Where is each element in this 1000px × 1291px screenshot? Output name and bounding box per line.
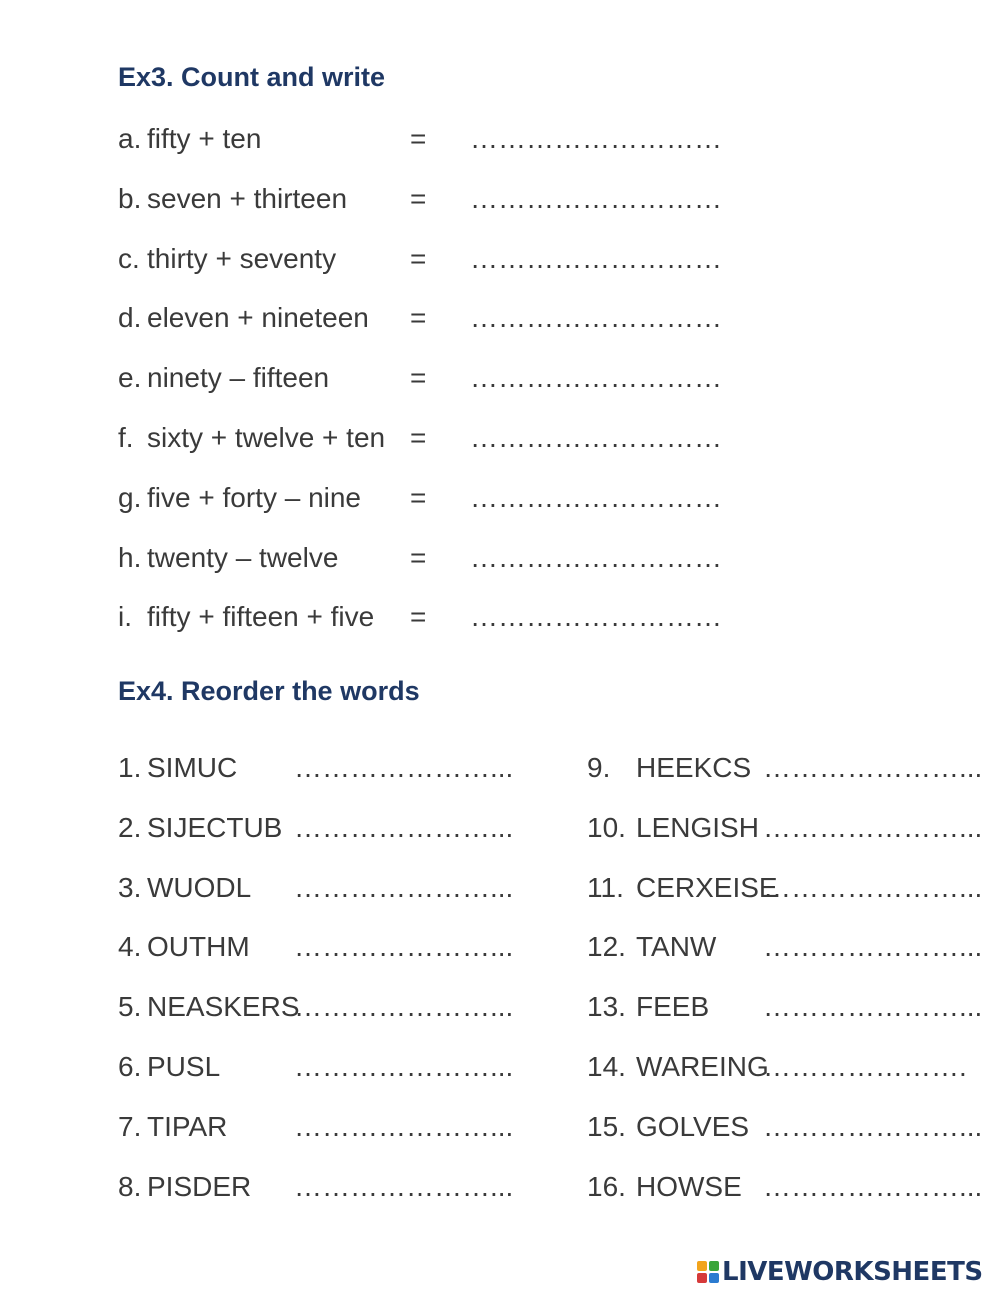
ex4-item-number: 9. [587, 752, 611, 783]
equals-sign: = [410, 123, 427, 154]
scrambled-word: FEEB [636, 991, 710, 1022]
ex4-row [587, 1169, 987, 1205]
answer-blank[interactable]: ……………………… [470, 183, 722, 214]
answer-blank[interactable]: ……………………… [470, 302, 722, 333]
ex4-item-number: 1. [118, 752, 142, 783]
ex4-row [587, 750, 987, 786]
ex3-item-letter: d. [118, 302, 142, 333]
ex3-row [0, 599, 1000, 635]
ex4-item-number: 14. [587, 1051, 626, 1082]
ex4-item-number: 3. [118, 872, 142, 903]
ex4-row [118, 989, 514, 1025]
logo-square-1 [697, 1261, 707, 1271]
scrambled-word: HEEKCS [636, 752, 752, 783]
equals-sign: = [410, 542, 427, 573]
ex3-expression: twenty – twelve [147, 542, 339, 573]
ex3-expression: fifty + ten [147, 123, 262, 154]
liveworksheets-logo-icon [697, 1261, 719, 1283]
ex4-row [118, 1169, 514, 1205]
ex3-row [0, 181, 1000, 217]
ex3-row [0, 241, 1000, 277]
ex3-item-letter: h. [118, 542, 142, 573]
liveworksheets-logo [697, 1255, 983, 1289]
ex3-expression: ninety – fifteen [147, 362, 330, 393]
scrambled-word: HOWSE [636, 1171, 742, 1202]
scrambled-word: OUTHM [147, 931, 250, 962]
ex3-item-letter: i. [118, 601, 132, 632]
answer-blank[interactable]: …………………... [294, 931, 514, 962]
scrambled-word: TIPAR [147, 1111, 228, 1142]
answer-blank[interactable]: …………………... [763, 752, 983, 783]
scrambled-word: SIJECTUB [147, 812, 283, 843]
ex3-expression: sixty + twelve + ten [147, 422, 386, 453]
ex3-row [0, 121, 1000, 157]
logo-square-2 [709, 1261, 719, 1271]
logo-square-4 [709, 1273, 719, 1283]
equals-sign: = [410, 482, 427, 513]
ex3-expression: fifty + fifteen + five [147, 601, 375, 632]
ex4-item-number: 8. [118, 1171, 142, 1202]
logo-square-3 [697, 1273, 707, 1283]
ex4-item-number: 4. [118, 931, 142, 962]
ex3-title: Ex3. Count and write [118, 62, 386, 92]
answer-blank[interactable]: …………………... [294, 1051, 514, 1082]
answer-blank[interactable]: …………………... [763, 872, 983, 903]
scrambled-word: SIMUC [147, 752, 238, 783]
answer-blank[interactable]: ……………………… [470, 601, 722, 632]
equals-sign: = [410, 362, 427, 393]
answer-blank[interactable]: …………………... [294, 1171, 514, 1202]
ex4-row [118, 750, 514, 786]
ex4-item-number: 7. [118, 1111, 142, 1142]
ex3-row [0, 420, 1000, 456]
scrambled-word: WUODL [147, 872, 252, 903]
scrambled-word: PISDER [147, 1171, 252, 1202]
ex4-row [118, 1049, 514, 1085]
ex4-row [587, 989, 987, 1025]
ex4-title: Ex4. Reorder the words [118, 676, 420, 706]
answer-blank[interactable]: …………………... [294, 1111, 514, 1142]
ex4-item-number: 12. [587, 931, 626, 962]
scrambled-word: WAREING [636, 1051, 769, 1082]
ex4-item-number: 10. [587, 812, 626, 843]
ex4-row [587, 929, 987, 965]
ex3-row [0, 540, 1000, 576]
ex3-item-letter: a. [118, 123, 142, 154]
ex4-row [587, 1049, 987, 1085]
ex3-item-letter: e. [118, 362, 142, 393]
ex3-expression: thirty + seventy [147, 243, 337, 274]
ex3-item-letter: f. [118, 422, 134, 453]
answer-blank[interactable]: …………………... [294, 752, 514, 783]
ex4-row [587, 1109, 987, 1145]
scrambled-word: PUSL [147, 1051, 221, 1082]
ex3-row [0, 480, 1000, 516]
answer-blank[interactable]: …………………... [763, 1111, 983, 1142]
answer-blank[interactable]: ……………………… [470, 422, 722, 453]
answer-blank[interactable]: ……………………… [470, 542, 722, 573]
answer-blank[interactable]: ……………………… [470, 482, 722, 513]
scrambled-word: LENGISH [636, 812, 759, 843]
answer-blank[interactable]: …………………... [294, 812, 514, 843]
answer-blank[interactable]: …………………... [763, 812, 983, 843]
equals-sign: = [410, 422, 427, 453]
answer-blank[interactable]: …………………. [763, 1051, 967, 1082]
equals-sign: = [410, 302, 427, 333]
equals-sign: = [410, 183, 427, 214]
ex3-item-letter: g. [118, 482, 142, 513]
ex3-row [0, 300, 1000, 336]
ex4-row [587, 810, 987, 846]
ex3-expression: eleven + nineteen [147, 302, 369, 333]
answer-blank[interactable]: …………………... [294, 872, 514, 903]
logo-text: LIVEWORKSHEETS [722, 1257, 983, 1287]
ex4-item-number: 11. [587, 872, 624, 903]
ex4-item-number: 6. [118, 1051, 142, 1082]
answer-blank[interactable]: …………………... [763, 991, 983, 1022]
scrambled-word: TANW [636, 931, 717, 962]
answer-blank[interactable]: …………………... [294, 991, 514, 1022]
ex4-row [118, 810, 514, 846]
ex3-expression: five + forty – nine [147, 482, 362, 513]
answer-blank[interactable]: ……………………… [470, 362, 722, 393]
equals-sign: = [410, 601, 427, 632]
ex4-row [118, 1109, 514, 1145]
ex4-item-number: 13. [587, 991, 626, 1022]
scrambled-word: GOLVES [636, 1111, 750, 1142]
ex4-row [118, 870, 514, 906]
ex4-item-number: 15. [587, 1111, 626, 1142]
answer-blank[interactable]: …………………... [763, 1171, 983, 1202]
ex4-item-number: 2. [118, 812, 142, 843]
answer-blank[interactable]: ……………………… [470, 243, 722, 274]
ex3-item-letter: b. [118, 183, 142, 214]
answer-blank[interactable]: …………………... [763, 931, 983, 962]
scrambled-word: NEASKERS [147, 991, 300, 1022]
ex3-row [0, 360, 1000, 396]
ex4-row [118, 929, 514, 965]
scrambled-word: CERXEISE [636, 872, 778, 903]
ex4-row [587, 870, 987, 906]
ex4-item-number: 16. [587, 1171, 626, 1202]
answer-blank[interactable]: ……………………… [470, 123, 722, 154]
ex4-item-number: 5. [118, 991, 142, 1022]
ex3-expression: seven + thirteen [147, 183, 348, 214]
ex3-item-letter: c. [118, 243, 140, 274]
equals-sign: = [410, 243, 427, 274]
